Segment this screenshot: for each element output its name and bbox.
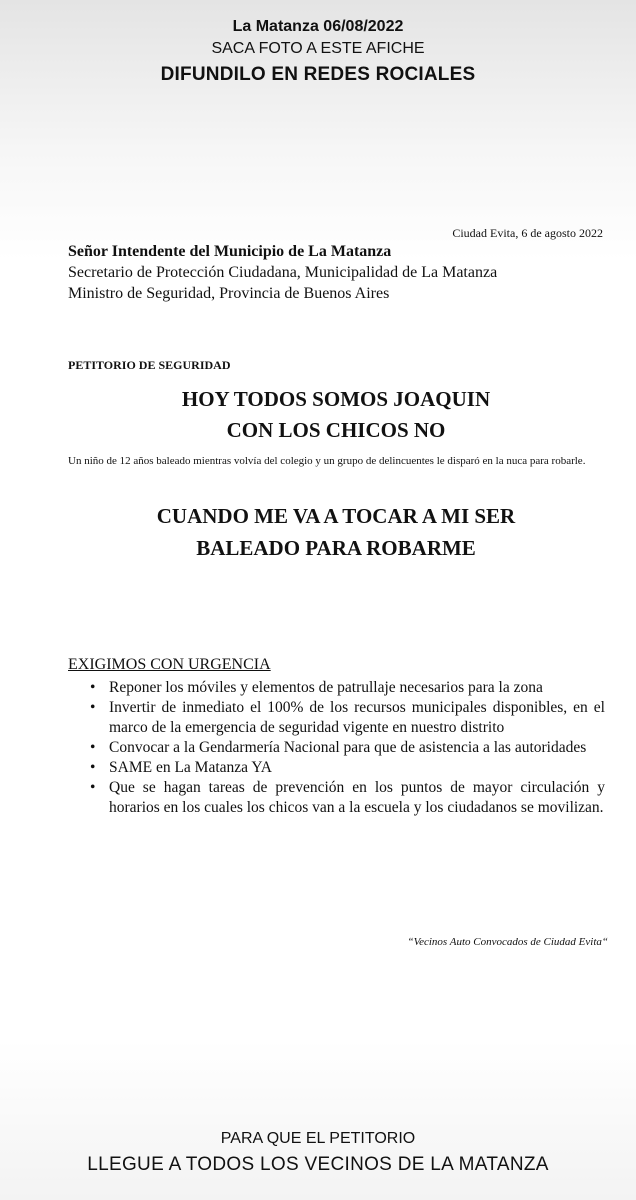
bullet-icon: •	[90, 679, 96, 696]
signature: “Vecinos Auto Convocados de Ciudad Evita“	[407, 936, 608, 948]
list-item	[90, 698, 605, 738]
letter-date: Ciudad Evita, 6 de agosto 2022	[452, 226, 603, 240]
list-item	[90, 738, 605, 758]
demand-text: Que se hagan tareas de prevención en los puntos de mayor circulación y horarios en los cuales los chicos van a la escuela y los ciudadanos se movilizan.	[109, 779, 605, 816]
header-date-line: La Matanza 06/08/2022	[232, 18, 404, 35]
demand-text: Invertir de inmediato el 100% de los recursos municipales disponibles, en el marco de la emergencia de seguridad vigente en nuestro distrito	[109, 699, 605, 736]
headline-joaquin: HOY TODOS SOMOS JOAQUIN	[181, 387, 491, 411]
headline-baleado: BALEADO PARA ROBARME	[196, 536, 476, 560]
headline-cuando: CUANDO ME VA A TOCAR A MI SER	[156, 504, 516, 528]
list-item	[90, 778, 605, 818]
footer-line-2: LLEGUE A TODOS LOS VECINOS DE LA MATANZA	[87, 1154, 549, 1175]
section-label: PETITORIO DE SEGURIDAD	[68, 358, 231, 372]
header-instruction: SACA FOTO A ESTE AFICHE	[211, 40, 425, 57]
bullet-icon: •	[90, 759, 96, 776]
footer-line-1: PARA QUE EL PETITORIO	[220, 1130, 416, 1147]
header-call-to-share: DIFUNDILO EN REDES ROCIALES	[160, 64, 476, 85]
bullet-icon: •	[90, 699, 96, 716]
recipient-ministro: Ministro de Seguridad, Provincia de Buenos Aires	[68, 285, 390, 302]
demand-text: Reponer los móviles y elementos de patrullaje necesarios para la zona	[109, 679, 543, 696]
list-item	[90, 758, 605, 778]
list-item	[90, 678, 605, 698]
bullet-icon: •	[90, 779, 96, 796]
demand-text: SAME en La Matanza YA	[109, 759, 272, 776]
recipient-secretario: Secretario de Protección Ciudadana, Municipalidad de La Matanza	[68, 264, 498, 281]
demands-title: EXIGIMOS CON URGENCIA	[68, 656, 271, 673]
headline-chicos: CON LOS CHICOS NO	[226, 418, 446, 442]
incident-summary: Un niño de 12 años baleado mientras volvía del colegio y un grupo de delincuentes le disparó en la nuca para robarle.	[68, 455, 586, 467]
bullet-icon: •	[90, 739, 96, 756]
demand-text: Convocar a la Gendarmería Nacional para que de asistencia a las autoridades	[109, 739, 587, 756]
recipient-intendente: Señor Intendente del Municipio de La Matanza	[68, 243, 392, 260]
demands-list	[90, 678, 605, 818]
